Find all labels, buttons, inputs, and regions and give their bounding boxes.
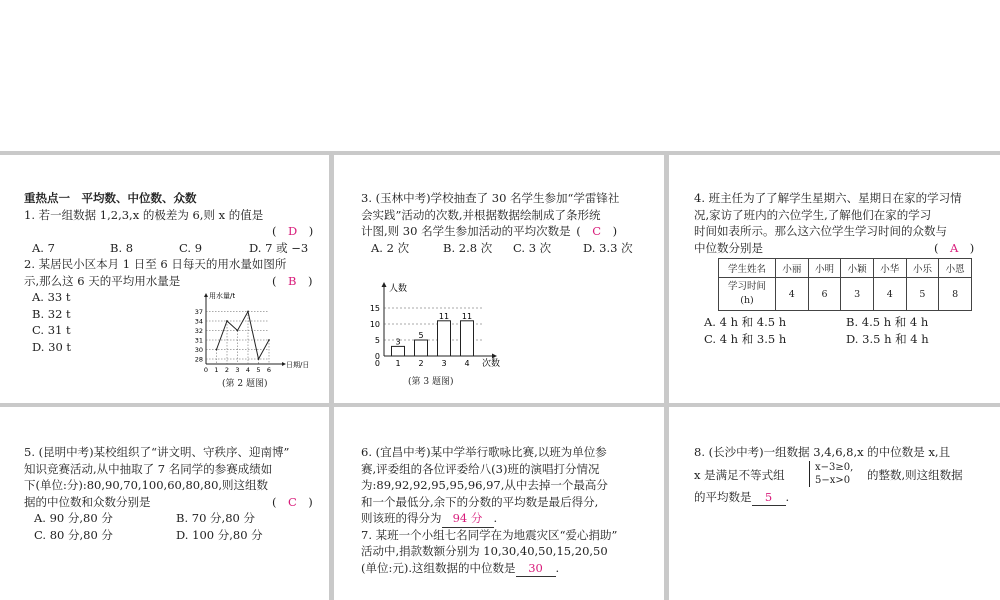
q4-row-label-text: 学习时间 [727,281,766,292]
q2-option-b: B. 32 t [32,306,71,321]
q8-ineq2: 5−x>0 [815,474,851,486]
q8-line1: 8. (长沙中考)一组数据 3,4,6,8,x 的中位数是 x,且 [694,445,951,459]
q1-option-c: C. 9 [179,240,203,255]
q4-hours-4: 4 [873,278,906,311]
data-point [237,330,239,332]
q6-line3: 为:89,92,92,95,95,96,97,从中去掉一个最高分 [361,478,608,492]
cell-q3 [361,190,661,256]
q4-row-label [719,278,776,311]
q4-option-d: D. 3.5 h 和 4 h [846,331,929,346]
cell-q6-q7 [361,444,661,576]
x-tick-label: 1 [214,366,219,374]
data-point [226,320,228,322]
q8-brace [809,461,813,487]
q7-line3-end: . [555,560,560,575]
separator-right [664,151,669,600]
q3-chart-caption: (第 3 题图) [408,377,454,387]
q4-option-c: C. 4 h 和 3.5 h [704,331,787,346]
q5-line4: 据的中位数和众数分别是 [24,494,151,509]
q7-line3-text: (单位:元).这组数据的中位数是 [361,560,516,575]
q8-line3-text: 的平均数是 [694,489,752,504]
q1-option-a: A. 7 [32,240,55,255]
q1-stem: 1. 若一组数据 1,2,3,x 的极差为 6,则 x 的值是 [24,207,264,222]
q5-option-a: A. 90 分,80 分 [34,511,113,525]
q4-table-hours-row [719,278,972,311]
q8-line3 [694,489,994,506]
data-point [216,349,218,351]
q8-ineq1: x−3≥0, [815,461,854,473]
q2-option-d: D. 30 t [32,339,72,354]
separator-top [0,151,1000,155]
q1-option-b: B. 8 [110,240,134,255]
q1-options [24,240,324,257]
q4-line4-row: 中位数分别是 ( A ) [694,240,975,255]
x-tick-label: 4 [245,366,251,374]
y-axis-arrow [204,293,208,297]
q1-answer: D [288,224,298,238]
q4-line4: 中位数分别是 [694,240,763,255]
q3-option-c: C. 3 次 [513,240,552,255]
q4-name-1: 小丽 [776,259,809,278]
y-tick-label: 0 [374,352,380,361]
q4-option-b: B. 4.5 h 和 4 h [846,315,929,329]
y-tick-label: 34 [194,317,203,326]
cell-q5 [24,444,324,543]
q5-line1: 5. (昆明中考)某校组织了“讲文明、守秩序、迎南博” [24,445,290,459]
y-axis-label: 用水量/t [209,292,236,300]
y-tick-label: 30 [194,346,203,354]
q7-answer: 30 [516,560,556,578]
q2-answer: B [288,273,297,288]
q6-line5 [361,510,661,527]
y-tick-label: 37 [194,308,203,316]
q7-line3 [361,560,661,577]
q4-hours-1: 4 [776,278,809,311]
q5-line2: 知识竞赛活动,从中抽取了 7 名同学的参赛成绩如 [24,461,273,476]
q2-option-a: A. 33 t [32,290,71,304]
q8-answer: 5 [752,489,786,507]
q6-line5-text: 则该班的得分为 [361,511,442,525]
bar-value-label: 3 [395,337,401,347]
q5-option-d: D. 100 分,80 分 [176,527,263,542]
q4-hours-5: 5 [906,278,939,311]
x-tick-label: 0 [203,366,209,374]
bar [438,321,451,356]
q4-options [694,314,994,347]
x-tick-label: 3 [441,359,447,368]
data-point [247,311,249,313]
x-tick-label: 3 [235,366,240,374]
q3-line3: 计图,则 30 名学生参加活动的平均次数是 [361,224,571,238]
q3-answer: C [592,224,602,238]
y-tick-label: 5 [374,336,380,345]
q8-line2 [694,461,994,489]
data-point [268,339,270,341]
q6-line5-end: . [493,511,498,525]
q2-line-chart [188,288,313,386]
bar-value-label: 5 [418,331,424,340]
y-tick-label: 15 [369,304,380,313]
q4-hours-6: 8 [939,278,972,311]
data-point [258,358,260,360]
q4-option-a: A. 4 h 和 4.5 h [704,315,787,329]
bar [392,346,405,356]
x-axis-label: 次数 [482,359,501,369]
q4-name-2: 小明 [808,259,841,278]
q4-table-name-row [719,259,972,278]
q4-hours-2: 6 [808,278,841,311]
x-axis-label: 日期/日 [286,361,310,369]
q4-answer: A [950,240,959,255]
q3-line2: 会实践”活动的次数,并根据数据绘制成了条形统 [361,207,601,222]
q3-line1: 3. (玉林中考)学校抽查了 30 名学生参加“学雷锋社 [361,191,620,205]
q1-answer-row: ( D ) [272,224,314,238]
q2-option-c: C. 31 t [32,323,71,337]
q5-option-b: B. 70 分,80 分 [176,511,255,525]
bar-value-label: 11 [461,311,473,321]
q4-name-6: 小恩 [939,259,972,278]
y-tick-label: 31 [194,336,203,345]
q8-ineq [815,461,853,487]
series-line [217,312,270,360]
separator-left [329,151,334,600]
q5-line4-row: 据的中位数和众数分别是 ( C ) [24,494,313,509]
q3-options [361,240,661,257]
x-axis-arrow [492,354,497,359]
q5-option-c: C. 80 分,80 分 [34,527,113,542]
q4-name-3: 小颖 [841,259,874,278]
q5-answer: C [288,494,297,509]
cell-q4 [694,190,994,256]
x-tick-label: 6 [266,366,272,374]
x-tick-label: 2 [224,366,230,374]
q4-line1: 4. 班主任为了了解学生星期六、星期日在家的学习情 [694,191,962,205]
q5-line3: 下(单位:分):80,90,70,100,60,80,80,则这组数 [24,478,269,492]
x-tick-label: 4 [464,359,470,368]
q6-line2: 赛,评委组的各位评委给八(3)班的演唱打分情况 [361,461,600,476]
q8-line2-end: 的整数,则这组数据 [867,467,963,482]
q3-bar-chart [362,278,522,386]
q8-line2-text: x 是满足不等式组 [694,467,785,482]
y-tick-label: 32 [194,327,203,335]
q8-line3-end: . [785,489,790,504]
q3-option-d: D. 3.3 次 [583,240,633,255]
q3-option-a: A. 2 次 [371,240,410,255]
x-origin-label: 0 [374,359,380,368]
cell-q8 [694,444,994,505]
q4-name-4: 小华 [873,259,906,278]
y-tick-label: 28 [194,355,203,364]
q6-answer: 94 分 [442,510,494,528]
q7-line1: 7. 某班一个小组七名同学在为地震灾区“爱心捐助” [361,527,618,542]
y-axis-label: 人数 [389,284,408,294]
q4-study-table [718,258,972,311]
q2-line1: 2. 某居民小区本月 1 日至 6 日每天的用水量如图所 [24,257,287,271]
q6-line1: 6. (宜昌中考)某中学举行歌咏比赛,以班为单位参 [361,445,607,459]
bar [461,321,474,356]
x-tick-label: 2 [418,359,424,368]
q2-chart-caption: (第 2 题图) [222,379,268,389]
q4-name-5: 小乐 [906,259,939,278]
q1-option-d: D. 7 或 −3 [249,240,309,255]
q2-line2: 示,那么这 6 天的平均用水量是 [24,273,181,288]
q2-line2-row: 示,那么这 6 天的平均用水量是 ( B ) [24,273,313,288]
q4-table-head: 学生姓名 [719,259,776,278]
y-tick-label: 10 [369,320,380,329]
section-title: 重热点一 平均数、中位数、众数 [24,191,197,205]
q4-row-label-unit: (h) [740,295,754,306]
y-axis-arrow [382,282,387,287]
q3-option-b: B. 2.8 次 [443,240,493,255]
q3-line3-row: 计图,则 30 名学生参加活动的平均次数是 ( C ) [361,224,618,238]
x-tick-label: 1 [395,359,401,368]
q4-line2: 况,家访了班内的六位学生,了解他们在家的学习 [694,207,932,222]
bar [415,340,428,356]
separator-middle [0,403,1000,407]
bar-value-label: 11 [438,311,450,321]
q4-line3: 时间如表所示。那么这六位学生学习时间的众数与 [694,224,947,238]
x-tick-label: 5 [256,366,261,374]
q7-line2: 活动中,捐款数额分别为 10,30,40,50,15,20,50 [361,544,608,558]
q4-hours-3: 3 [841,278,874,311]
q6-line4: 和一个最低分,余下的分数的平均数是最后得分, [361,494,599,509]
